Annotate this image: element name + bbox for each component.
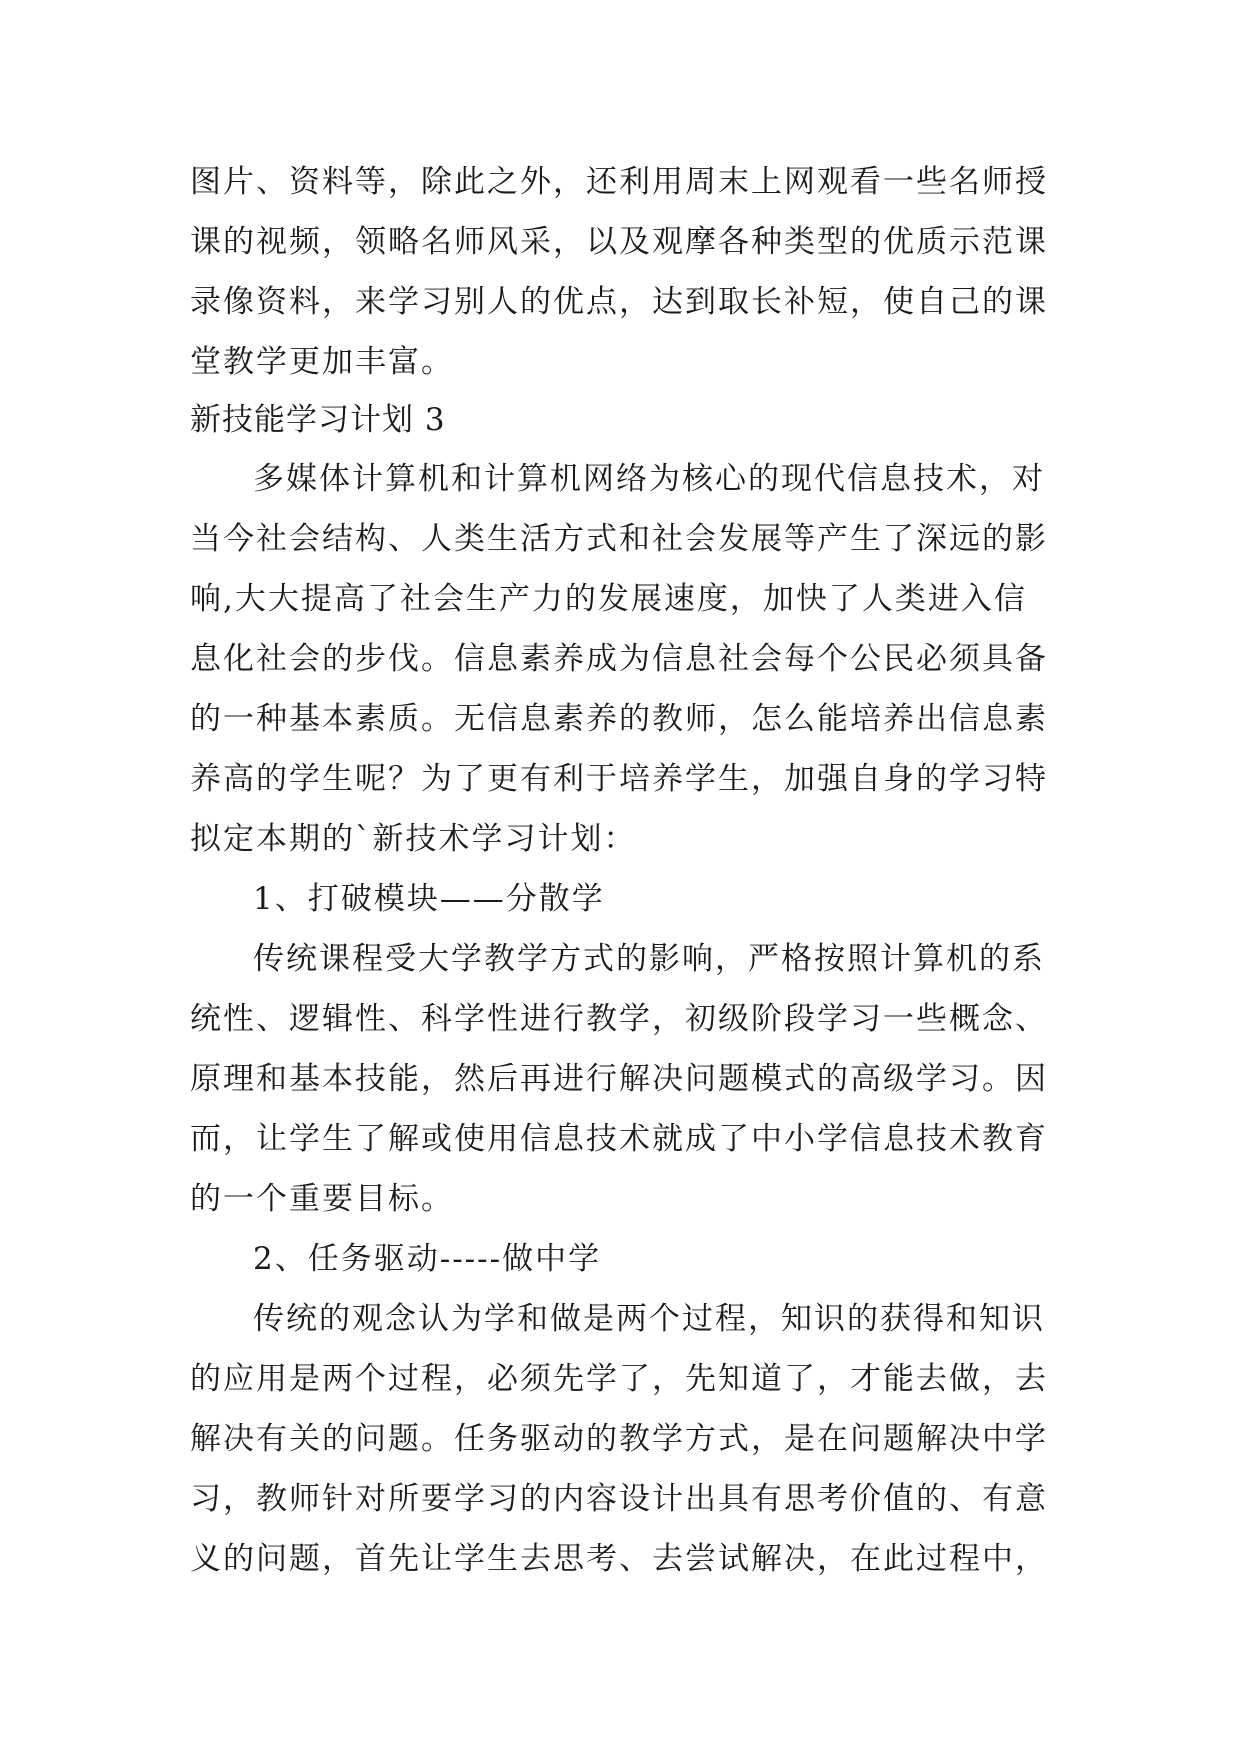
paragraph-line: 响,大大提高了社会生产力的发展速度，加快了人类进入信	[190, 581, 1027, 617]
paragraph-line: 的一种基本素质。无信息素养的教师，怎么能培养出信息素	[190, 701, 1048, 737]
paragraph-line: 而，让学生了解或使用信息技术就成了中小学信息技术教育	[190, 1121, 1048, 1157]
list-item-heading: 2、任务驱动-----做中学	[253, 1241, 602, 1277]
paragraph-line: 拟定本期的`新技术学习计划：	[190, 821, 637, 857]
paragraph-line: 息化社会的步伐。信息素养成为信息社会每个公民必须具备	[190, 641, 1048, 677]
paragraph-line: 养高的学生呢？为了更有利于培养学生，加强自身的学习特	[190, 761, 1048, 797]
paragraph-line: 解决有关的问题。任务驱动的教学方式，是在问题解决中学	[190, 1421, 1048, 1457]
paragraph-line: 当今社会结构、人类生活方式和社会发展等产生了深远的影	[190, 521, 1048, 557]
section-heading: 新技能学习计划 3	[190, 402, 446, 438]
paragraph-line: 多媒体计算机和计算机网络为核心的现代信息技术，对	[253, 461, 1045, 497]
paragraph-line: 图片、资料等，除此之外，还利用周末上网观看一些名师授	[190, 164, 1048, 200]
paragraph-line: 原理和基本技能，然后再进行解决问题模式的高级学习。因	[190, 1061, 1048, 1097]
paragraph-line: 录像资料，来学习别人的优点，达到取长补短，使自己的课	[190, 284, 1048, 320]
paragraph-line: 义的问题，首先让学生去思考、去尝试解决，在此过程中，	[190, 1541, 1048, 1577]
paragraph-line: 统性、逻辑性、科学性进行教学，初级阶段学习一些概念、	[190, 1001, 1048, 1037]
paragraph-line: 传统的观念认为学和做是两个过程，知识的获得和知识	[253, 1301, 1045, 1337]
paragraph-line: 堂教学更加丰富。	[190, 344, 454, 380]
paragraph-line: 习，教师针对所要学习的内容设计出具有思考价值的、有意	[190, 1481, 1048, 1517]
list-item-heading: 1、打破模块——分散学	[253, 881, 605, 917]
paragraph-line: 课的视频，领略名师风采，以及观摩各种类型的优质示范课	[190, 224, 1048, 260]
paragraph-line: 的应用是两个过程，必须先学了，先知道了，才能去做，去	[190, 1361, 1048, 1397]
paragraph-line: 传统课程受大学教学方式的影响，严格按照计算机的系	[253, 941, 1045, 977]
paragraph-line: 的一个重要目标。	[190, 1181, 454, 1217]
